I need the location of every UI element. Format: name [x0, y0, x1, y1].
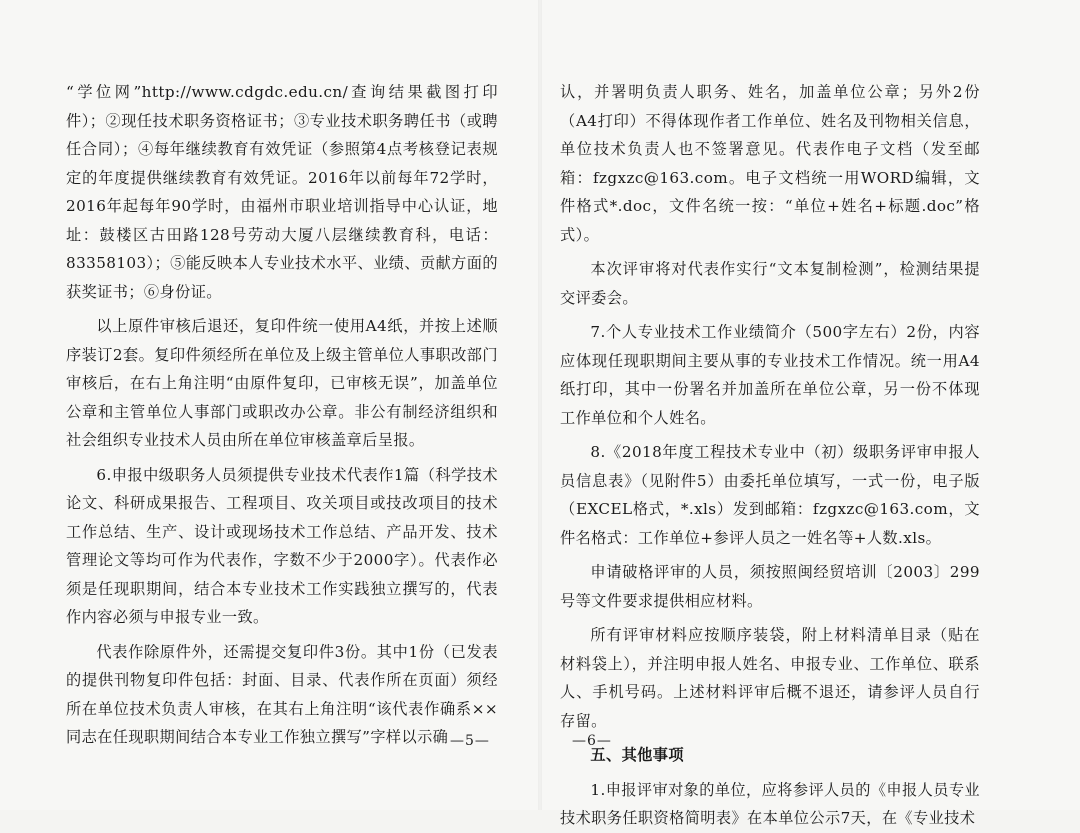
left-paragraph-4: 代表作除原件外，还需提交复印件3份。其中1份（已发表的提供刊物复印件包括：封面、目录、代表作所在页面）须经所在单位技术负责人审核，在其右上角注明“该代表作确系××同志在任现职期间结合本专业工作独立撰写”字样以示确 [66, 642, 498, 746]
left-paragraph-3: 6.申报中级职务人员须提供专业技术代表作1篇（科学技术论文、科研成果报告、工程项目、攻关项目或技改项目的技术工作总结、生产、设计或现场技术工作总结、产品开发、技术管理论文等均可作为代表作，字数不少于2000字）。代表作必须是任现职期间，结合本专业技术工作实践独立撰写的，代表作内容必须与申报专业一致。 [66, 465, 498, 626]
right-paragraph-7: 1.申报评审对象的单位，应将参评人员的《申报人员专业技术职务任职资格简明表》在本单位公示7天，在《专业技术 [560, 780, 980, 827]
right-paragraph-3: 7.个人专业技术工作业绩简介（500字左右）2份，内容应体现任现职期间主要从事的专业技术工作情况。统一用A4纸打印，其中一份署名并加盖所在单位公章，另一份不体现工作单位和个人姓名。 [560, 323, 980, 427]
right-paragraph-5: 申请破格评审的人员，须按照闽经贸培训〔2003〕299号等文件要求提供相应材料。 [560, 563, 980, 610]
right-paragraph-2: 本次评审将对代表作实行“文本复制检测”，检测结果提交评委会。 [560, 260, 980, 307]
right-paragraph-4: 8.《2018年度工程技术专业中（初）级职务评审申报人员信息表》（见附件5）由委托单位填写，一式一份，电子版（EXCEL格式，*.xls）发到邮箱：fzgxzc@163.com，文件名格式：工作单位+参评人员之一姓名等+人数.xls。 [560, 443, 980, 547]
right-page [560, 78, 980, 833]
right-paragraph-6: 所有评审材料应按顺序装袋，附上材料清单目录（贴在材料袋上），并注明申报人姓名、申报专业、工作单位、联系人、手机号码。上述材料评审后概不退还，请参评人员自行存留。 [560, 626, 980, 730]
left-page [66, 78, 498, 752]
page-fold [538, 0, 542, 810]
left-paragraph-1: “学位网”http://www.cdgdc.edu.cn/查询结果截图打印件）；②现任技术职务资格证书；③专业技术职务聘任书（或聘任合同）；④每年继续教育有效凭证（参照第4点考核登记表规定的年度提供继续教育有效凭证。2016年以前每年72学时，2016年起每年90学时，由福州市职业培训指导中心认证，地址：鼓楼区古田路128号劳动大厦八层继续教育科，电话：83358103）；⑤能反映本人专业技术水平、业绩、贡献方面的获奖证书；⑥身份证。 [66, 83, 498, 301]
right-paragraph-1: 认，并署明负责人职务、姓名，加盖单位公章；另外2份（A4打印）不得体现作者工作单位、姓名及刊物相关信息，单位技术负责人也不签署意见。代表作电子文档（发至邮箱：fzgxzc@163.com。电子文档统一用WORD编辑，文件格式*.doc，文件名统一按：“单位+姓名+标题.doc”格式）。 [560, 83, 980, 244]
left-paragraph-2: 以上原件审核后退还，复印件统一使用A4纸，并按上述顺序装订2套。复印件须经所在单位及上级主管单位人事职改部门审核后，在右上角注明“由原件复印，已审核无误”，加盖单位公章和主管单位人事部门或职改办公章。非公有制经济组织和社会组织专业技术人员由所在单位审核盖章后呈报。 [66, 317, 498, 449]
section-heading-other-matters: 五、其他事项 [590, 746, 684, 764]
right-page-number: —6— [572, 733, 612, 749]
left-page-number: —5— [450, 733, 490, 749]
